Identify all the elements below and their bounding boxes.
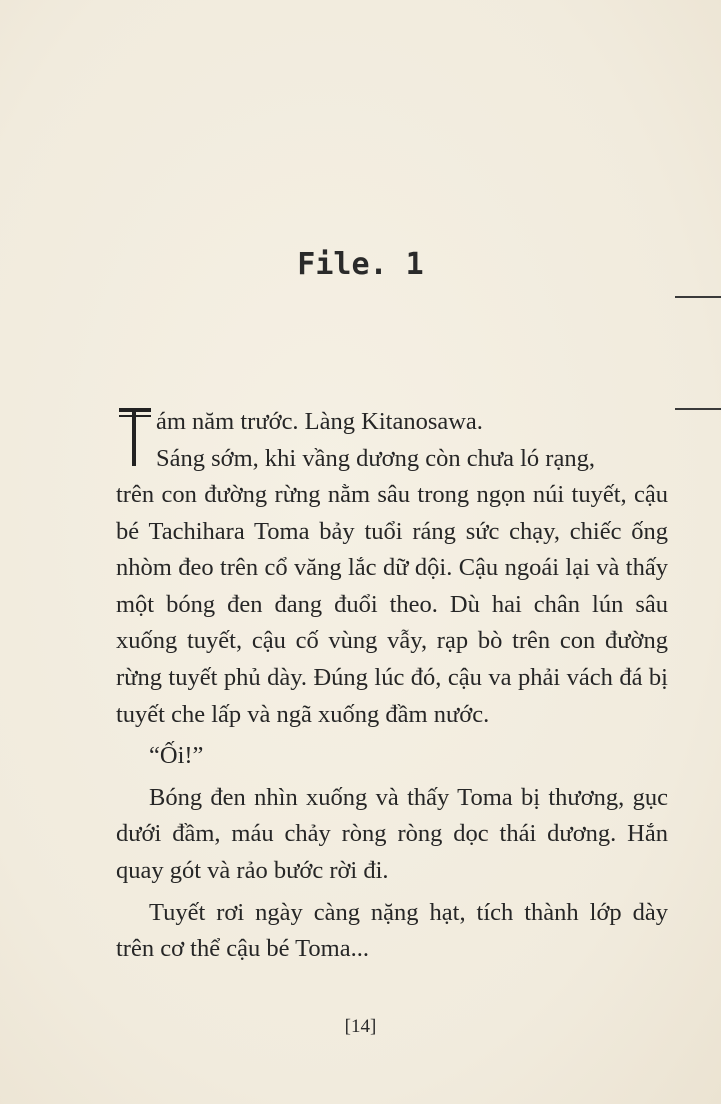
paragraph-opening: trên con đường rừng nằm sâu trong ngọn núi tuyết, cậu bé Tachihara Toma bảy tuổi ráng sức chạy, chiếc ống nhòm đeo trên cổ văng lắc dữ dội. Cậu ngoái lại và thấy một bóng đen đang đuổi theo. Dù hai chân lún sâu xuống tuyết, cậu cố vùng vẫy, rạp bò trên con đường rừng tuyết phủ dày. Đúng lúc đó, cậu va phải vách đá bị tuyết che lấp và ngã xuống đầm nước. — [116, 481, 668, 728]
paragraph-exclamation: “Ối!” — [149, 742, 204, 770]
opening-line-1: ám năm trước. Làng Kitanosawa. — [156, 408, 483, 435]
paragraph-shadow: Bóng đen nhìn xuống và thấy Toma bị thương, gục dưới đầm, máu chảy ròng ròng dọc thái dương. Hắn quay gót và rảo bước rời đi. — [116, 783, 668, 884]
page-number: [14] — [344, 1016, 377, 1037]
drop-cap — [119, 408, 151, 468]
page-edge-mark — [675, 296, 721, 298]
show-through-text — [80, 128, 680, 164]
paragraph-snow: Tuyết rơi ngày càng nặng hạt, tích thành lớp dày trên cơ thể cậu bé Toma... — [116, 898, 668, 963]
opening-line-2: Sáng sớm, khi vầng dương còn chưa ló rạng, — [156, 444, 595, 472]
page-edge-mark — [675, 408, 721, 410]
chapter-title: File. 1 — [297, 247, 424, 282]
opening-lines — [116, 404, 668, 477]
body-text — [116, 404, 668, 968]
